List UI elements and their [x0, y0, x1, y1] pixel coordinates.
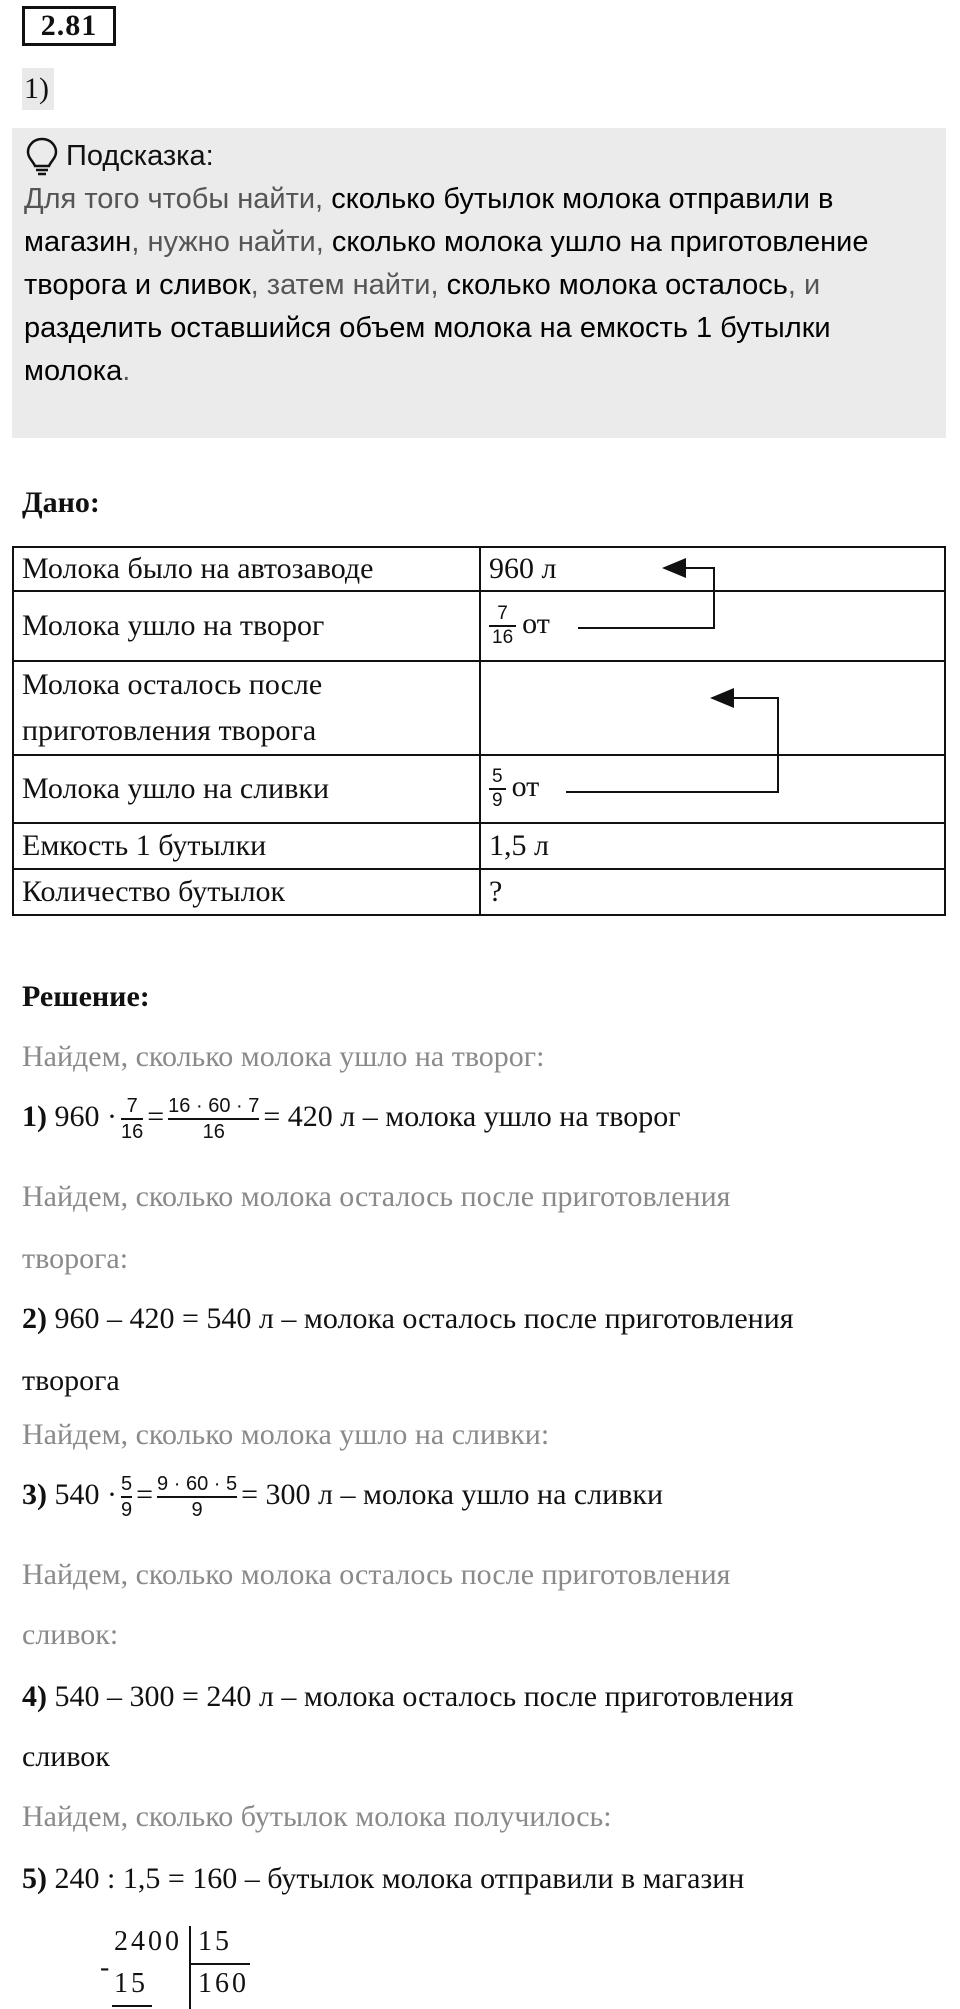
part-label: 1)	[22, 68, 54, 110]
equals-sign: =	[136, 1477, 154, 1511]
step-note: Найдем, сколько молока осталось после приготовления	[22, 1558, 731, 1591]
fraction-denominator: 16	[489, 625, 516, 649]
given-value: ?	[480, 869, 945, 915]
hint-header	[24, 136, 934, 176]
hint-segment-bold: сколько молока осталось	[446, 269, 788, 301]
fraction-numerator: 5	[121, 1473, 133, 1495]
given-label: Молока осталось после приготовления творога	[13, 661, 480, 755]
step-text: 240 : 1,5 = 160 – бутылок молока отправили в магазин	[54, 1862, 745, 1895]
step-number: 5)	[22, 1862, 47, 1895]
fraction-numerator: 7	[126, 1095, 138, 1117]
division-quotient: 160	[198, 1968, 249, 1999]
division-minus: -	[100, 1952, 113, 1983]
hint-segment: , нужно найти,	[131, 226, 332, 258]
table-row	[13, 591, 945, 661]
table-row	[13, 661, 945, 755]
hint-text	[24, 178, 934, 393]
hint-segment: , затем найти,	[250, 269, 447, 301]
given-label: Количество бутылок	[13, 869, 480, 915]
table-row	[13, 869, 945, 915]
hint-box	[12, 128, 946, 438]
fraction-denominator: 9	[121, 1496, 132, 1522]
step-2-cont: творога	[22, 1364, 120, 1397]
step-text: = 420 л – молока ушло на творог	[263, 1099, 681, 1133]
hint-segment: Для того чтобы найти,	[24, 183, 332, 215]
task-number: 2.81	[22, 6, 116, 46]
step-number: 3)	[22, 1477, 47, 1511]
given-label: Молока ушло на сливки	[13, 755, 480, 823]
fraction-denominator: 16	[168, 1118, 259, 1144]
step-number: 2)	[22, 1302, 47, 1335]
given-value-cell	[480, 591, 945, 661]
fraction-numerator: 9 · 60 · 5	[157, 1473, 238, 1495]
division-divisor: 15	[198, 1926, 232, 1957]
given-value: 1,5 л	[480, 823, 945, 869]
table-row	[13, 755, 945, 823]
fraction-denominator: 9	[157, 1496, 237, 1522]
fraction	[489, 766, 506, 812]
fraction-numerator: 7	[497, 603, 508, 624]
step-number: 1)	[22, 1099, 47, 1133]
fraction-numerator: 5	[492, 766, 503, 787]
step-note: творога:	[22, 1242, 129, 1275]
equals-sign: =	[147, 1099, 165, 1133]
step-3	[22, 1472, 663, 1522]
lightbulb-icon	[24, 136, 60, 176]
solution-heading: Решение:	[22, 980, 150, 1013]
hint-segment-bold: сколько молока ушло на приготовление творога и сливок	[24, 226, 869, 301]
table-row	[13, 823, 945, 869]
given-heading: Дано:	[22, 486, 100, 519]
step-text: 960 ·	[54, 1099, 117, 1133]
table-row	[13, 547, 945, 591]
given-label: Молока ушло на творог	[13, 591, 480, 661]
given-label: Молока было на автозаводе	[13, 547, 480, 591]
step-note: Найдем, сколько молока осталось после приготовления	[22, 1180, 731, 1213]
fraction	[121, 1472, 132, 1522]
fraction-numerator: 16 · 60 · 7	[168, 1095, 260, 1117]
fraction	[157, 1472, 237, 1522]
division-subtrahend: 15	[114, 1968, 148, 1999]
fraction	[168, 1094, 259, 1144]
step-note: Найдем, сколько молока ушло на сливки:	[22, 1418, 550, 1451]
hint-title: Подсказка:	[66, 139, 214, 172]
division-lines	[100, 1926, 260, 2009]
given-value	[480, 661, 945, 755]
hint-segment: .	[122, 355, 131, 387]
step-text: 540 ·	[54, 1477, 117, 1511]
step-5	[22, 1862, 744, 1896]
hint-segment: , и	[787, 269, 821, 301]
step-4-cont: сливок	[22, 1740, 110, 1773]
step-text: = 300 л – молока ушло на сливки	[241, 1477, 664, 1511]
given-value-cell	[480, 755, 945, 823]
fraction	[489, 603, 516, 649]
given-value: 960 л	[480, 547, 945, 591]
step-note: Найдем, сколько молока ушло на творог:	[22, 1040, 545, 1073]
step-number: 4)	[22, 1680, 47, 1713]
fraction-denominator: 16	[121, 1118, 143, 1144]
given-label: Емкость 1 бутылки	[13, 823, 480, 869]
hint-segment-bold: сколько бутылок молока отправили в магазин	[24, 183, 834, 258]
step-1	[22, 1094, 681, 1144]
given-value: от	[511, 769, 540, 803]
fraction-denominator: 9	[489, 788, 506, 812]
hint-segment-bold: разделить оставшийся объем молока на емкость 1 бутылки молока	[24, 312, 831, 387]
step-2	[22, 1302, 794, 1336]
step-text: 960 – 420 = 540 л – молока осталось после приготовления	[54, 1302, 794, 1335]
step-note: Найдем, сколько бутылок молока получилось:	[22, 1800, 612, 1833]
given-table	[12, 546, 946, 916]
step-4	[22, 1680, 794, 1714]
step-note: сливок:	[22, 1618, 119, 1651]
given-value: от	[522, 606, 550, 640]
fraction	[121, 1094, 143, 1144]
step-text: 540 – 300 = 240 л – молока осталось после приготовления	[54, 1680, 794, 1713]
division-dividend: 2400	[114, 1926, 182, 1957]
